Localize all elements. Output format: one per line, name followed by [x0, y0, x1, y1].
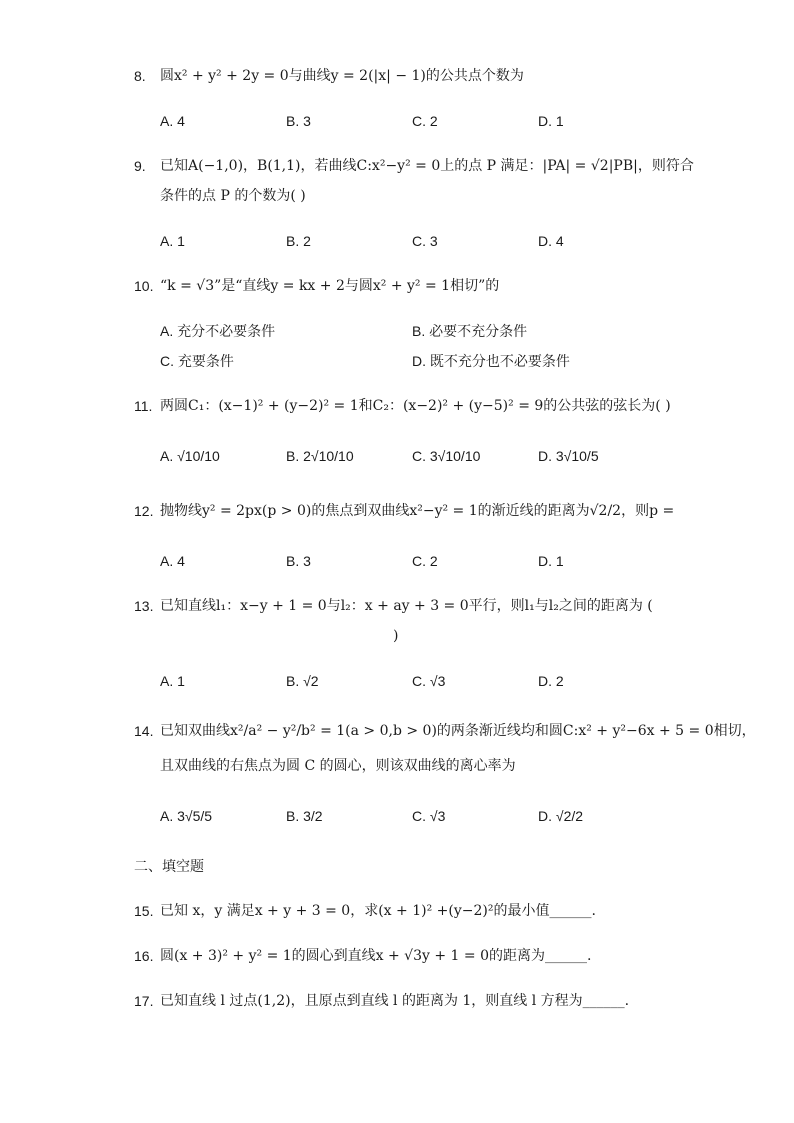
question-12-option-a: A. 4 — [160, 553, 185, 569]
question-10-stem: “k = √3”是“直线y = kx + 2与圆x² + y² = 1相切”的 — [160, 278, 500, 294]
question-11-option-b: B. 2√10/10 — [286, 448, 354, 464]
question-11-option-d: D. 3√10/5 — [538, 448, 599, 464]
question-12-option-d: D. 1 — [538, 553, 564, 569]
question-8-option-c: C. 2 — [412, 113, 438, 129]
question-12-number: 12. — [134, 503, 154, 519]
question-14-stem: 已知双曲线x²/a² − y²/b² = 1(a > 0,b > 0)的两条渐近线均和圆C:x² + y²−6x + 5 = 0相切， — [160, 723, 756, 739]
question-15-number: 15. — [134, 903, 154, 919]
question-10-number: 10. — [134, 278, 154, 294]
question-10-option-a: A. 充分不必要条件 — [160, 323, 276, 339]
question-14-stem-line2: 且双曲线的右焦点为圆 C 的圆心，则该双曲线的离心率为 — [160, 758, 516, 774]
question-15-stem: 已知 x，y 满足x + y + 3 = 0，求(x + 1)² +(y−2)²的最小值______. — [160, 903, 596, 919]
question-14-option-a: A. 3√5/5 — [160, 808, 213, 824]
question-12-option-b: B. 3 — [286, 553, 311, 569]
question-9-number: 9. — [134, 158, 146, 174]
question-8-stem: 圆x² + y² + 2y = 0与曲线y = 2(|x| − 1)的公共点个数为 — [160, 68, 524, 84]
question-17-number: 17. — [134, 993, 154, 1009]
question-13-option-b: B. √2 — [286, 673, 319, 689]
question-11-stem: 两圆C₁：(x−1)² + (y−2)² = 1和C₂：(x−2)² + (y−5)² = 9的公共弦的弦长为( ) — [160, 398, 671, 414]
question-8-option-d: D. 1 — [538, 113, 564, 129]
question-13-option-c: C. √3 — [412, 673, 446, 689]
question-13-option-a: A. 1 — [160, 673, 185, 689]
question-8-number: 8. — [134, 68, 146, 84]
question-11-option-c: C. 3√10/10 — [412, 448, 481, 464]
question-16-stem: 圆(x + 3)² + y² = 1的圆心到直线x + √3y + 1 = 0的距离为______. — [160, 948, 592, 964]
question-14-option-c: C. √3 — [412, 808, 446, 824]
question-8-option-b: B. 3 — [286, 113, 311, 129]
question-10-option-d: D. 既不充分也不必要条件 — [412, 353, 570, 369]
question-16-number: 16. — [134, 948, 154, 964]
question-11-number: 11. — [134, 398, 153, 414]
question-13-number: 13. — [134, 598, 154, 614]
question-9-option-a: A. 1 — [160, 233, 185, 249]
question-9-option-b: B. 2 — [286, 233, 311, 249]
question-13-stem-line2: ) — [393, 628, 399, 644]
question-10-option-b: B. 必要不充分条件 — [412, 323, 528, 339]
question-9-stem-line2: 条件的点 P 的个数为( ) — [160, 188, 306, 204]
question-12-stem: 抛物线y² = 2px(p > 0)的焦点到双曲线x²−y² = 1的渐近线的距离为√2/2，则p = — [160, 503, 675, 519]
question-9-option-d: D. 4 — [538, 233, 564, 249]
question-9-option-c: C. 3 — [412, 233, 438, 249]
question-9-stem: 已知A(−1,0)，B(1,1)，若曲线C:x²−y² = 0上的点 P 满足：|PA| = √2|PB|，则符合 — [160, 158, 694, 174]
question-13-option-d: D. 2 — [538, 673, 564, 689]
question-11-option-a: A. √10/10 — [160, 448, 220, 464]
question-13-stem: 已知直线l₁：x−y + 1 = 0与l₂：x + ay + 3 = 0平行，则l₁与l₂之间的距离为 ( — [160, 598, 653, 614]
question-12-option-c: C. 2 — [412, 553, 438, 569]
question-17-stem: 已知直线 l 过点(1,2)，且原点到直线 l 的距离为 1，则直线 l 方程为______. — [160, 993, 630, 1009]
question-14-option-d: D. √2/2 — [538, 808, 584, 824]
question-10-option-c: C. 充要条件 — [160, 353, 234, 369]
question-14-option-b: B. 3/2 — [286, 808, 323, 824]
question-8-option-a: A. 4 — [160, 113, 185, 129]
section-title: 二、填空题 — [134, 858, 204, 874]
question-14-number: 14. — [134, 723, 154, 739]
